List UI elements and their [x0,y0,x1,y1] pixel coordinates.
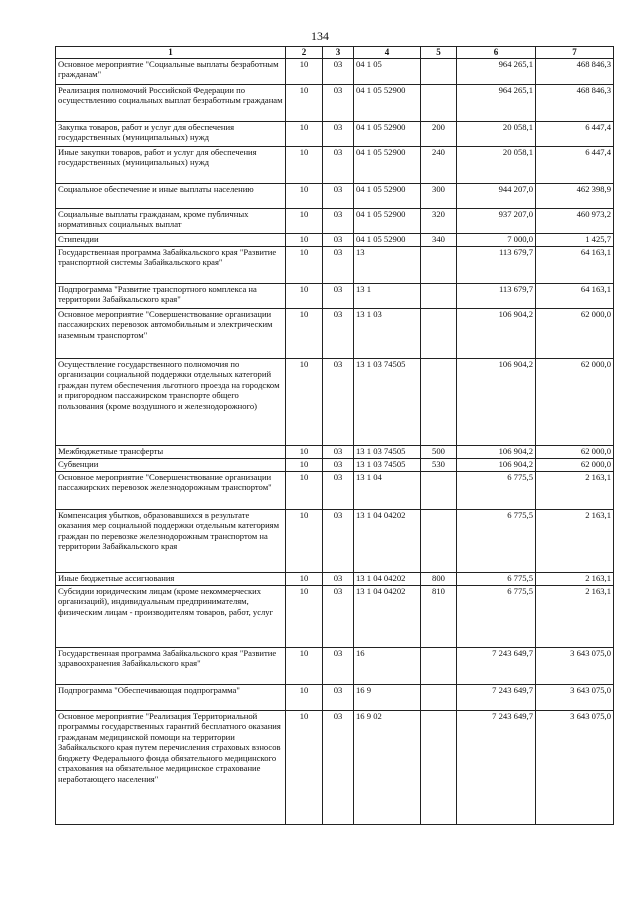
row-target-code: 13 [354,247,421,284]
row-section: 10 [286,247,323,284]
row-amount-2: 64 163,1 [536,284,614,309]
table-row [56,459,614,472]
row-target-code: 04 1 05 52900 [354,209,421,234]
row-expense-type [421,685,457,711]
header-col-4: 4 [354,47,421,59]
row-section: 10 [286,472,323,510]
header-col-1: 1 [56,47,286,59]
row-amount-1: 106 904,2 [457,359,536,446]
row-amount-1: 6 775,5 [457,586,536,648]
header-col-3: 3 [323,47,354,59]
row-subsection: 03 [323,209,354,234]
row-amount-1: 106 904,2 [457,309,536,359]
row-section: 10 [286,573,323,586]
row-expense-type: 320 [421,209,457,234]
row-target-code: 04 1 05 [354,59,421,85]
row-subsection: 03 [323,309,354,359]
row-amount-1: 937 207,0 [457,209,536,234]
row-amount-2: 6 447,4 [536,147,614,184]
row-expense-type [421,59,457,85]
table-row [56,359,614,446]
row-subsection: 03 [323,573,354,586]
row-expense-type: 200 [421,122,457,147]
table-row [56,446,614,459]
row-name: Основное мероприятие "Совершенствование организации пассажирских перевозок автомобильным и электрическим наземным транспортом" [56,309,286,359]
row-amount-2: 6 447,4 [536,122,614,147]
row-section: 10 [286,510,323,573]
row-amount-1: 20 058,1 [457,122,536,147]
row-amount-1: 20 058,1 [457,147,536,184]
row-section: 10 [286,711,323,825]
table-row [56,184,614,209]
table-row [56,209,614,234]
row-amount-1: 106 904,2 [457,446,536,459]
row-section: 10 [286,586,323,648]
row-amount-2: 1 425,7 [536,234,614,247]
row-section: 10 [286,648,323,685]
row-name: Основное мероприятие "Совершенствование организации пассажирских перевозок железнодорожным транспортом" [56,472,286,510]
row-name: Субвенции [56,459,286,472]
row-name: Государственная программа Забайкальского края "Развитие здравоохранения Забайкальского края" [56,648,286,685]
row-amount-2: 3 643 075,0 [536,648,614,685]
row-amount-2: 462 398,9 [536,184,614,209]
row-subsection: 03 [323,685,354,711]
table-row [56,573,614,586]
table-row [56,59,614,85]
row-subsection: 03 [323,59,354,85]
row-section: 10 [286,446,323,459]
row-amount-1: 964 265,1 [457,59,536,85]
row-name: Социальное обеспечение и иные выплаты населению [56,184,286,209]
row-section: 10 [286,284,323,309]
row-amount-1: 113 679,7 [457,284,536,309]
row-target-code: 16 [354,648,421,685]
row-target-code: 13 1 04 04202 [354,573,421,586]
row-subsection: 03 [323,184,354,209]
row-amount-2: 468 846,3 [536,59,614,85]
row-target-code: 13 1 03 74505 [354,459,421,472]
row-amount-2: 2 163,1 [536,510,614,573]
table-row [56,510,614,573]
row-amount-2: 62 000,0 [536,459,614,472]
row-section: 10 [286,359,323,446]
row-amount-2: 2 163,1 [536,573,614,586]
row-subsection: 03 [323,459,354,472]
row-amount-1: 6 775,5 [457,472,536,510]
row-subsection: 03 [323,711,354,825]
row-name: Субсидии юридическим лицам (кроме некоммерческих организаций), индивидуальным предпринимателям, физическим лицам - производителям товаров, работ, услуг [56,586,286,648]
table-row [56,309,614,359]
row-subsection: 03 [323,122,354,147]
row-subsection: 03 [323,147,354,184]
row-expense-type [421,510,457,573]
row-expense-type: 340 [421,234,457,247]
row-target-code: 13 1 03 74505 [354,359,421,446]
row-target-code: 04 1 05 52900 [354,147,421,184]
header-col-6: 6 [457,47,536,59]
table-row [56,85,614,122]
table-row [56,284,614,309]
row-name: Основное мероприятие "Социальные выплаты безработным гражданам" [56,59,286,85]
row-target-code: 13 1 03 74505 [354,446,421,459]
row-name: Межбюджетные трансферты [56,446,286,459]
table-row [56,685,614,711]
table-row [56,648,614,685]
row-amount-2: 3 643 075,0 [536,685,614,711]
row-target-code: 13 1 04 [354,472,421,510]
row-target-code: 16 9 [354,685,421,711]
row-name: Реализация полномочий Российской Федерации по осуществлению социальных выплат безработным гражданам [56,85,286,122]
table-row [56,247,614,284]
row-name: Иные закупки товаров, работ и услуг для обеспечения государственных (муниципальных) нужд [56,147,286,184]
header-col-5: 5 [421,47,457,59]
page-number: 134 [311,29,329,43]
row-expense-type: 810 [421,586,457,648]
row-section: 10 [286,184,323,209]
row-amount-1: 7 243 649,7 [457,711,536,825]
row-amount-1: 6 775,5 [457,573,536,586]
row-amount-1: 6 775,5 [457,510,536,573]
row-amount-2: 64 163,1 [536,247,614,284]
row-amount-1: 964 265,1 [457,85,536,122]
table-row [56,122,614,147]
row-name: Основное мероприятие "Реализация Территориальной программы государственных гарантий бесплатного оказания гражданам медицинской помощи на территории Забайкальского края путем перечисления страховых взносов бюджету Федерального фонда обязательного медицинского страхования на обязательное медицинское страхование неработающего населения" [56,711,286,825]
row-target-code: 13 1 04 04202 [354,510,421,573]
row-target-code: 04 1 05 52900 [354,234,421,247]
row-amount-2: 62 000,0 [536,309,614,359]
row-target-code: 04 1 05 52900 [354,122,421,147]
row-name: Компенсация убытков, образовавшихся в результате оказания мер социальной поддержки отдельным категориям граждан по перевозке железнодорожным транспортом на территории Забайкальского края [56,510,286,573]
row-expense-type: 800 [421,573,457,586]
row-target-code: 13 1 03 [354,309,421,359]
row-amount-1: 113 679,7 [457,247,536,284]
row-section: 10 [286,234,323,247]
row-name: Иные бюджетные ассигнования [56,573,286,586]
row-target-code: 04 1 05 52900 [354,184,421,209]
row-subsection: 03 [323,284,354,309]
row-expense-type [421,359,457,446]
table-row [56,586,614,648]
row-amount-2: 62 000,0 [536,359,614,446]
row-target-code: 04 1 05 52900 [354,85,421,122]
row-section: 10 [286,85,323,122]
row-amount-2: 62 000,0 [536,446,614,459]
row-expense-type [421,247,457,284]
row-expense-type [421,85,457,122]
table-row [56,711,614,825]
row-name: Социальные выплаты гражданам, кроме публичных нормативных социальных выплат [56,209,286,234]
row-section: 10 [286,122,323,147]
table-row [56,472,614,510]
row-section: 10 [286,309,323,359]
row-target-code: 16 9 02 [354,711,421,825]
row-section: 10 [286,147,323,184]
row-amount-1: 7 000,0 [457,234,536,247]
row-name: Подпрограмма "Развитие транспортного комплекса на территории Забайкальского края" [56,284,286,309]
row-expense-type: 300 [421,184,457,209]
row-expense-type [421,648,457,685]
row-amount-2: 3 643 075,0 [536,711,614,825]
row-target-code: 13 1 [354,284,421,309]
row-name: Подпрограмма "Обеспечивающая подпрограмма" [56,685,286,711]
header-col-7: 7 [536,47,614,59]
row-amount-1: 106 904,2 [457,459,536,472]
row-subsection: 03 [323,359,354,446]
row-amount-1: 7 243 649,7 [457,685,536,711]
table-row [56,147,614,184]
row-subsection: 03 [323,247,354,284]
row-section: 10 [286,209,323,234]
row-section: 10 [286,685,323,711]
row-expense-type [421,472,457,510]
row-expense-type: 530 [421,459,457,472]
row-amount-1: 944 207,0 [457,184,536,209]
row-subsection: 03 [323,648,354,685]
row-subsection: 03 [323,234,354,247]
row-expense-type [421,711,457,825]
row-amount-2: 460 973,2 [536,209,614,234]
row-subsection: 03 [323,510,354,573]
row-name: Государственная программа Забайкальского края "Развитие транспортной системы Забайкальского края" [56,247,286,284]
row-name: Закупка товаров, работ и услуг для обеспечения государственных (муниципальных) нужд [56,122,286,147]
row-expense-type: 500 [421,446,457,459]
row-expense-type: 240 [421,147,457,184]
row-amount-1: 7 243 649,7 [457,648,536,685]
budget-table [55,46,614,825]
header-row [56,47,614,59]
row-amount-2: 468 846,3 [536,85,614,122]
row-expense-type [421,284,457,309]
row-subsection: 03 [323,472,354,510]
row-target-code: 13 1 04 04202 [354,586,421,648]
row-subsection: 03 [323,586,354,648]
row-subsection: 03 [323,85,354,122]
row-name: Стипендии [56,234,286,247]
row-section: 10 [286,59,323,85]
row-amount-2: 2 163,1 [536,586,614,648]
table-row [56,234,614,247]
row-section: 10 [286,459,323,472]
header-col-2: 2 [286,47,323,59]
row-name: Осуществление государственного полномочия по организации социальной поддержки отдельных категорий граждан путем обеспечения льготного проезда на городском и пригородном пассажирском транспорте общего пользования (кроме воздушного и железнодорожного) [56,359,286,446]
row-expense-type [421,309,457,359]
row-amount-2: 2 163,1 [536,472,614,510]
row-subsection: 03 [323,446,354,459]
